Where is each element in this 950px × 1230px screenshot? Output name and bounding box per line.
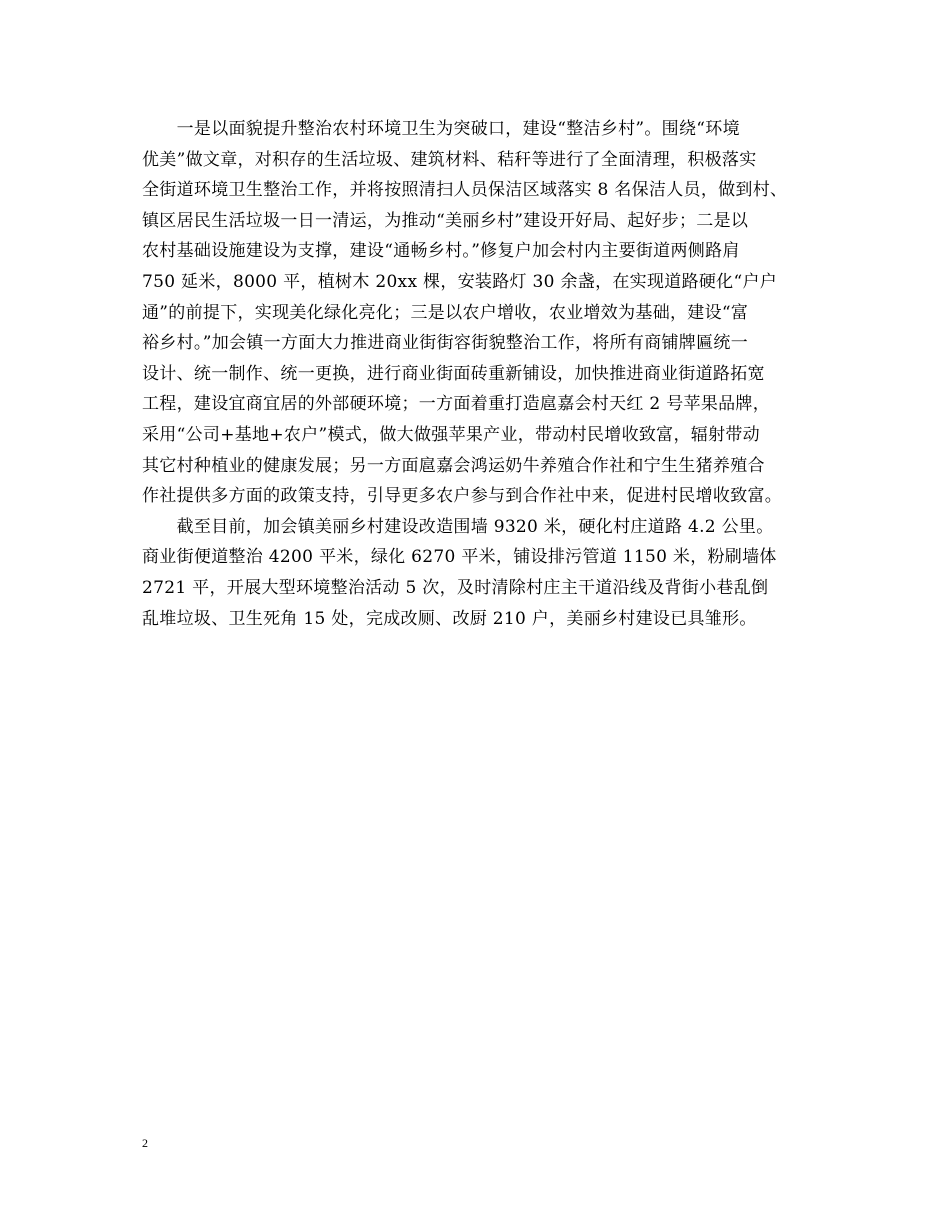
text-line: 其它村种植业的健康发展；另一方面扈嘉会鸿运奶牛养殖合作社和宁生生猪养殖合 xyxy=(142,455,765,476)
text-line: 全街道环境卫生整治工作，并将按照清扫人员保洁区域落实 8 名保洁人员，做到村、 xyxy=(142,180,788,201)
text-line: 2721 平，开展大型环境整治活动 5 次，及时清除村庄主干道沿线及背街小巷乱倒 xyxy=(142,577,769,598)
text-line: 农村基础设施建设为支撑，建设“通畅乡村。”修复户加会村内主要街道两侧路肩 xyxy=(142,241,740,262)
text-line: 乱堆垃圾、卫生死角 15 处，完成改厕、改厨 210 户，美丽乡村建设已具雏形。 xyxy=(142,608,757,629)
text-line: 通”的前提下，实现美化绿化亮化；三是以农户增收，农业增效为基础，建设“富 xyxy=(142,302,749,323)
text-line: 设计、统一制作、统一更换，进行商业街面砖重新铺设，加快推进商业街道路拓宽 xyxy=(142,363,765,384)
text-line: 采用“公司+基地+农户”模式，做大做强苹果产业，带动村民增收致富，辐射带动 xyxy=(142,424,760,445)
text-line: 优美”做文章，对积存的生活垃圾、建筑材料、秸秆等进行了全面清理，积极落实 xyxy=(142,149,757,170)
text-line: 商业街便道整治 4200 平米，绿化 6270 平米，铺设排污管道 1150 米，粉刷墙体 xyxy=(142,547,777,568)
document-body xyxy=(142,114,842,634)
text-line: 作社提供多方面的政策支持，引导更多农户参与到合作社中来，促进村民增收致富。 xyxy=(142,486,783,507)
text-line: 一是以面貌提升整治农村环境卫生为突破口，建设“整洁乡村”。围绕“环境 xyxy=(142,119,740,139)
page-number: 2 xyxy=(142,1136,148,1150)
paragraph-1 xyxy=(142,114,842,512)
paragraph-2 xyxy=(142,512,842,634)
text-line: 工程，建设宜商宜居的外部硬环境；一方面着重打造扈嘉会村天红 2 号苹果品牌， xyxy=(142,394,771,415)
text-line: 裕乡村。”加会镇一方面大力推进商业街街容街貌整治工作，将所有商铺牌匾统一 xyxy=(142,333,748,354)
text-line: 750 延米，8000 平，植树木 20xx 棵，安装路灯 30 余盏，在实现道路硬化“户户 xyxy=(142,271,778,292)
text-line: 镇区居民生活垃圾一日一清运，为推动“美丽乡村”建设开好局、起好步；二是以 xyxy=(142,210,749,231)
text-line: 截至目前，加会镇美丽乡村建设改造围墙 9320 米，硬化村庄道路 4.2 公里。 xyxy=(142,516,774,537)
